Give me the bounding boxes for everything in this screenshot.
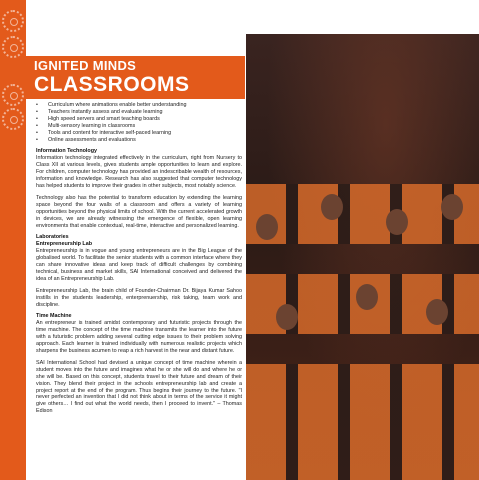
feature-list bbox=[36, 102, 242, 143]
students-photo bbox=[246, 34, 479, 480]
paragraph: SAI International School had devised a unique concept of time machine wherein a student moves into the future and imagines what he or she will do and where he or she will be. Based on this concept, students travel to their future and dream of their vision. They blend their project in the schools entrepreneurship lab and create a project report at the end of the program. Thus begins their journey to the future. "I never perfected an invention that I did not think about in terms of the service it might give others… I find out what the world needs, then I proceed to invent." – Thomas Edison bbox=[36, 359, 242, 415]
gear-icon bbox=[2, 84, 24, 106]
page-subtitle: IGNITED MINDS bbox=[34, 58, 137, 73]
list-item: • Teachers instantly assess and evaluate learning bbox=[36, 109, 242, 116]
section-heading: Time Machine bbox=[36, 313, 72, 320]
left-decorative-band bbox=[0, 0, 26, 480]
section-heading: Information Technology bbox=[36, 148, 97, 155]
paragraph: Information technology integrated effectively in the curriculum, right from Nursery to Class XII at various levels, gives students ample opportunities to learn and explore. For children, computer technology has provided an indescribable wealth of resources, information and knowledge. Research has also suggested that computer technology has helped students to improve their grades in other subjects, most notably science. bbox=[36, 155, 242, 189]
paragraph: Technology also has the potential to transform education by extending the learning space beyond the four walls of a classroom and offers a variety of learning opportunities beyond the physical limits of school. With the current accelerated growth in devices, we are already witnessing the emergence of flexible, open learning environments that enable contextual, real-time, interactive and personalized learning. bbox=[36, 194, 242, 229]
paragraph: An entrepreneur is trained amidst contemporary and futuristic projects through the time machine. The concept of the time machine transmits the learner into the future with a futuristic problem adding several cutting edge issues to their problem solving approach. Each learner is trained individually with numerous realistic projects which sharpens the business acumen to reap a rich harvest in the near and distant future. bbox=[36, 320, 242, 354]
gear-icon bbox=[2, 36, 24, 58]
section-heading: Laboratories bbox=[36, 234, 69, 241]
page-title: CLASSROOMS bbox=[34, 73, 190, 96]
list-item: • Online assessments and evaluations bbox=[36, 137, 242, 144]
gear-icon bbox=[2, 10, 24, 32]
article-body bbox=[36, 102, 242, 420]
gear-icon bbox=[2, 108, 24, 130]
subsection-heading: Entrepreneurship Lab bbox=[36, 241, 93, 248]
list-item: • High speed servers and smart teaching boards bbox=[36, 116, 242, 123]
list-item: • Multi-sensory learning in classrooms bbox=[36, 123, 242, 130]
list-item: • Tools and content for interactive self-paced learning bbox=[36, 130, 242, 137]
paragraph: Entrepreneurship is in vogue and young entrepreneurs are in the Big League of the globalised world. To facilitate the senior students with a common interface where they can share innovative ideas and keep track of difficult challenges by combining technical, business and market skills, SAI International conceived and delivered the idea of an Entrepreneurship Lab. bbox=[36, 248, 242, 282]
list-item: • Curriculum where animations enable better understanding bbox=[36, 102, 242, 109]
paragraph: Entrepreneurship Lab, the brain child of Founder-Chairman Dr. Bijaya Kumar Sahoo instills in the students leadership, enterprenuership, risk taking, team work and discipline. bbox=[36, 287, 242, 308]
